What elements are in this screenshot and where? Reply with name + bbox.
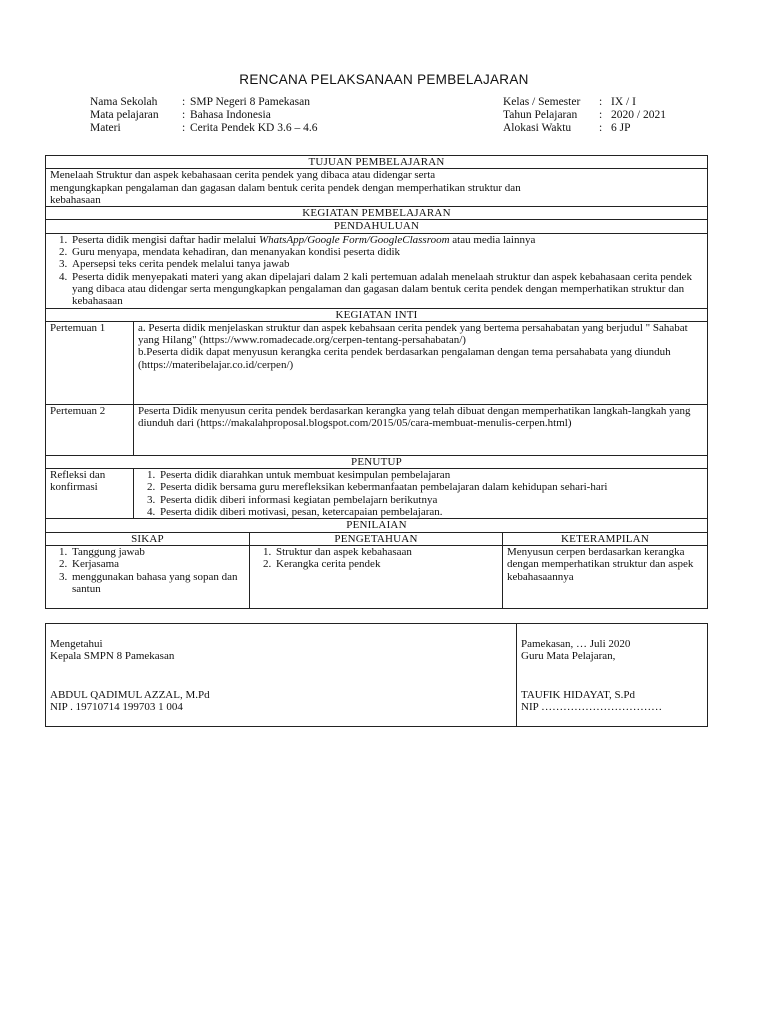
meta-row-material <box>90 122 317 135</box>
inti-heading: KEGIATAN INTI <box>46 308 708 321</box>
meta-key: Materi <box>90 122 121 134</box>
pertemuan-2-label: Pertemuan 2 <box>46 404 134 455</box>
teacher-signature-block <box>517 623 708 726</box>
meta-colon: : <box>182 109 186 121</box>
pengetahuan-cell <box>250 545 503 608</box>
pengetahuan-list <box>254 546 498 571</box>
pertemuan-1-a: a. Peserta didik menjelaskan struktur dan aspek kebahsaan cerita pendek yang bertema persahabatan yang berjudul " Sahabat yang Hilang" (https://www.romadecade.org/cerpen-tentang-persahabatan/) <box>138 321 688 347</box>
penutup-list <box>138 469 703 518</box>
keterampilan-heading: KETERAMPILAN <box>503 532 708 545</box>
list-item: 3. menggunakan bahasa yang sopan dan santun <box>70 571 245 596</box>
list-item: 3. Apersepsi teks cerita pendek melalui tanya jawab <box>70 258 703 270</box>
signature-space <box>50 663 512 689</box>
tujuan-line: Menelaah Struktur dan aspek kebahasaan cerita pendek yang dibaca atau didengar serta <box>50 169 436 182</box>
meta-row-year <box>503 109 666 122</box>
pertemuan-1-label: Pertemuan 1 <box>46 321 134 404</box>
meta-row-class <box>503 96 666 109</box>
sikap-list <box>50 546 245 595</box>
meta-colon: : <box>599 122 603 134</box>
penilaian-heading: PENILAIAN <box>46 519 708 532</box>
tujuan-line: mengungkapkan pengalaman dan gagasan dalam bentuk cerita pendek dengan memperhatikan struktur dan <box>50 181 521 194</box>
keterampilan-cell: Menyusun cerpen berdasarkan kerangka dengan memperhatikan struktur dan aspek kebahasaannya <box>503 545 708 608</box>
teacher-nip: NIP …………………………… <box>521 701 663 714</box>
sign-right-line2: Guru Mata Pelajaran, <box>521 650 616 663</box>
meta-key: Mata pelajaran <box>90 109 159 121</box>
pertemuan-1-b: b.Peserta didik dapat menyusun kerangka cerita pendek berdasarkan pengalaman dengan tema persahabata yang diunduh (https://materibelajar.co.id/cerpen/) <box>138 346 671 371</box>
pertemuan-1-content <box>134 321 708 404</box>
meta-value: 2020 / 2021 <box>611 109 666 121</box>
meta-value: SMP Negeri 8 Pamekasan <box>190 96 310 108</box>
class-info <box>503 96 666 135</box>
tujuan-line: kebahasaan <box>50 193 101 206</box>
pendahuluan-list <box>50 234 703 308</box>
sign-left-line2: Kepala SMPN 8 Pamekasan <box>50 650 175 663</box>
list-item: 2. Kerjasama <box>70 558 245 570</box>
list-item: 1. Peserta didik diarahkan untuk membuat kesimpulan pembelajaran <box>158 469 703 481</box>
list-item: 2. Kerangka cerita pendek <box>274 558 498 570</box>
pengetahuan-heading: PENGETAHUAN <box>250 532 503 545</box>
list-item: 4. Peserta didik menyepakati materi yang akan dipelajari dalam 2 kali pertemuan adalah menelaah struktur dan aspek kebahasaan cerita pendek yang dibaca atau didengar serta mengungkapkan pengalaman dan gagasan dalam bentuk cerita pendek dengan memperhatikan struktur dan kebahasaan <box>70 271 703 308</box>
tujuan-heading: TUJUAN PEMBELAJARAN <box>46 156 708 169</box>
meta-value: IX / I <box>611 96 636 108</box>
headmaster-nip: NIP . 19710714 199703 1 004 <box>50 701 183 714</box>
sign-right-line1: Pamekasan, … Juli 2020 <box>521 637 631 650</box>
list-item: 1. Peserta didik mengisi daftar hadir melalui WhatsApp/Google Form/GoogleClassroom atau media lainnya <box>70 234 703 246</box>
meta-key: Nama Sekolah <box>90 96 158 108</box>
lesson-plan-table <box>45 155 707 727</box>
meta-value: Bahasa Indonesia <box>190 109 271 121</box>
teacher-name: TAUFIK HIDAYAT, S.Pd <box>521 688 636 701</box>
list-item: 2. Guru menyapa, mendata kehadiran, dan menanyakan kondisi peserta didik <box>70 246 703 258</box>
sikap-heading: SIKAP <box>46 532 250 545</box>
document-title: RENCANA PELAKSANAAN PEMBELAJARAN <box>239 72 529 87</box>
meta-colon: : <box>182 96 186 108</box>
sikap-cell <box>46 545 250 608</box>
meta-row-subject <box>90 109 317 122</box>
headmaster-signature-block <box>46 623 517 726</box>
list-item: 2. Peserta didik bersama guru merefleksikan kebermanfaatan pembelajaran dalam kehidupan sehari-hari <box>158 481 703 493</box>
meta-key: Alokasi Waktu <box>503 122 572 134</box>
meta-key: Kelas / Semester <box>503 96 581 108</box>
sign-left-line1: Mengetahui <box>50 637 103 650</box>
penutup-label: Refleksi dan konfirmasi <box>46 469 134 519</box>
meta-key: Tahun Pelajaran <box>503 109 578 121</box>
penutup-heading: PENUTUP <box>46 455 708 468</box>
list-item: 4. Peserta didik diberi motivasi, pesan, ketercapaian pembelajaran. <box>158 506 703 518</box>
kegiatan-heading: KEGIATAN PEMBELAJARAN <box>46 207 708 220</box>
signature-space <box>521 663 703 689</box>
meta-colon: : <box>182 122 186 134</box>
meta-row-time <box>503 122 666 135</box>
meta-row-school <box>90 96 317 109</box>
list-item: 1. Tanggung jawab <box>70 546 245 558</box>
headmaster-name: ABDUL QADIMUL AZZAL, M.Pd <box>50 688 210 701</box>
pertemuan-2-content: Peserta Didik menyusun cerita pendek berdasarkan kerangka yang telah dibuat dengan memperhatikan langkah-langkah yang diunduh dari (https://makalahproposal.blogspot.com/2015/05/cara-membuat-menulis-cerpen.html) <box>134 404 708 455</box>
penutup-list-cell <box>134 469 708 519</box>
school-info <box>90 96 317 135</box>
tujuan-text <box>46 169 708 207</box>
meta-colon: : <box>599 96 603 108</box>
list-item: 3. Peserta didik diberi informasi kegiatan pembelajarn berikutnya <box>158 494 703 506</box>
meta-colon: : <box>599 109 603 121</box>
meta-value: Cerita Pendek KD 3.6 – 4.6 <box>190 122 318 134</box>
pendahuluan-list-cell <box>46 233 708 308</box>
list-item: 1. Struktur dan aspek kebahasaan <box>274 546 498 558</box>
meta-value: 6 JP <box>611 122 631 134</box>
pendahuluan-heading: PENDAHULUAN <box>46 220 708 233</box>
